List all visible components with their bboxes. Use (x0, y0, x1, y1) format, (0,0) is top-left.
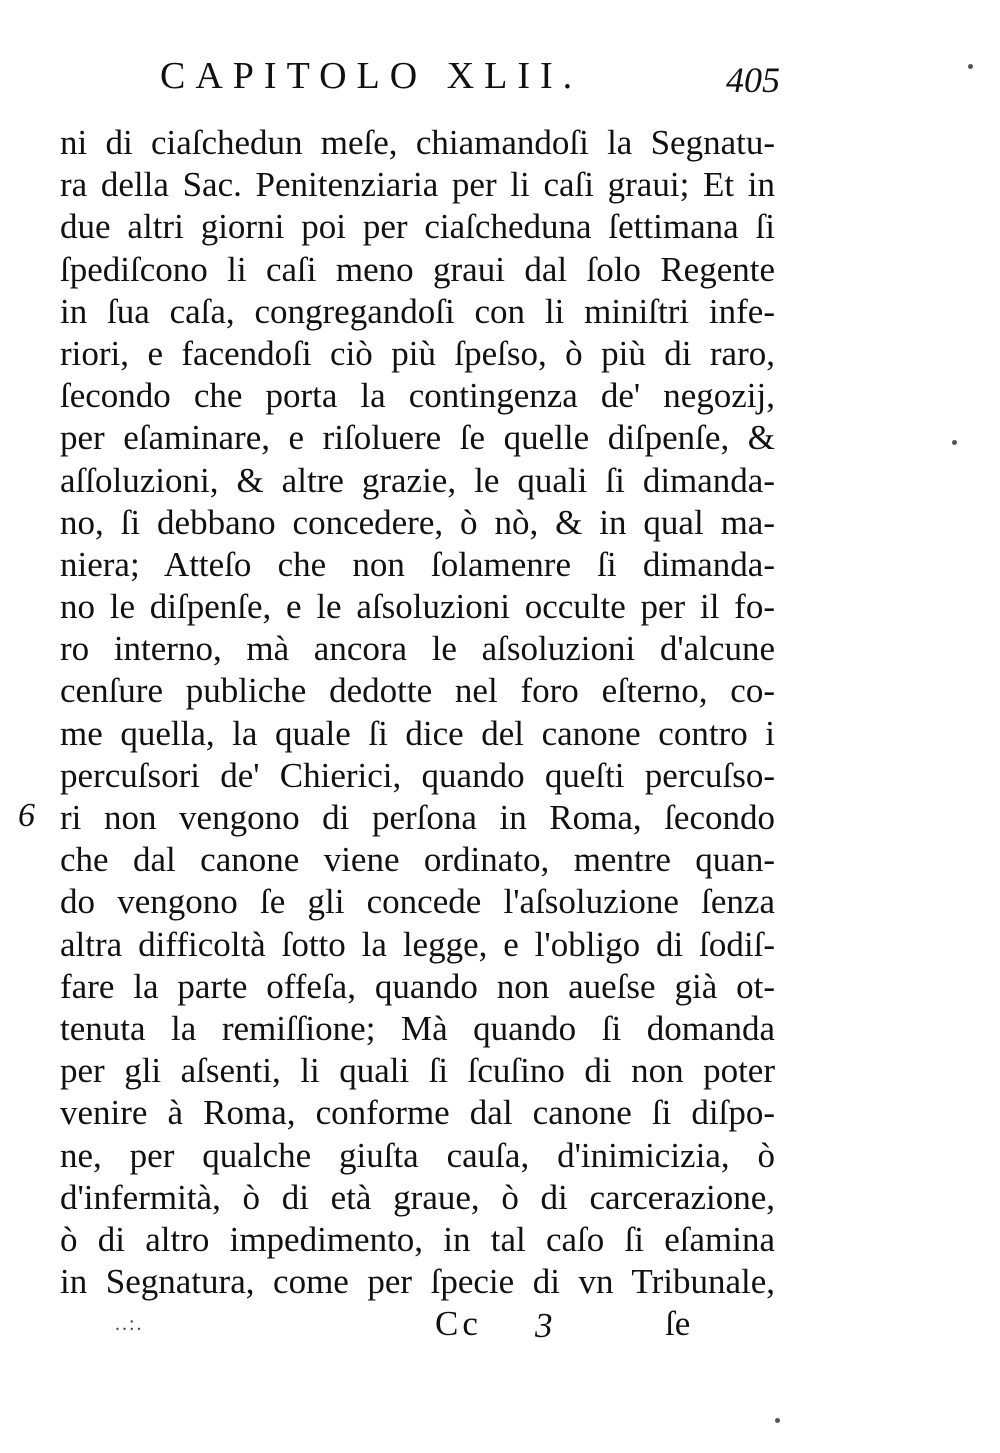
signature-number: 3 (535, 1306, 553, 1345)
text-line: per eſaminare, e riſoluere ſe quelle diſpenſe, & (60, 418, 775, 458)
text-line: venire à Roma, conforme dal canone ſi diſpo- (60, 1093, 775, 1133)
body-text (60, 122, 775, 1303)
text-line: no, ſi debbano concedere, ò nò, & in qual ma- (60, 502, 775, 542)
text-line: ni di ciaſchedun meſe, chiamandoſi la Segnatu- (60, 123, 775, 162)
ink-speck (775, 1418, 780, 1423)
text-line: in Segnatura, come per ſpecie di vn Tribunale, (60, 1262, 775, 1302)
text-line: me quella, la quale ſi dice del canone contro i (60, 713, 775, 753)
signature-mark: Cc (435, 1304, 482, 1343)
margin-note: 6 (18, 797, 35, 834)
text-line: altra difficoltà ſotto la legge, e l'obligo di ſodiſ- (60, 924, 775, 964)
text-line: ſecondo che porta la contingenza de' negozij, (60, 376, 775, 416)
page-number: 405 (726, 60, 780, 100)
text-line: ri non vengono di perſona in Roma, ſecondo (60, 798, 775, 837)
text-line: per gli aſsenti, li quali ſi ſcuſino di non poter (60, 1051, 775, 1091)
text-line: ra della Sac. Penitenziaria per li caſi graui; Et in (60, 165, 775, 205)
text-line: ro interno, mà ancora le aſsoluzioni d'alcune (60, 629, 775, 669)
text-line: che dal canone viene ordinato, mentre quan- (60, 840, 775, 880)
text-line: cenſure publiche dedotte nel foro eſterno, co- (60, 671, 775, 711)
text-line: ò di altro impedimento, in tal caſo ſi eſamina (60, 1219, 775, 1259)
text-line: fare la parte offeſa, quando non aueſse già ot- (60, 966, 775, 1006)
text-line: do vengono ſe gli concede l'aſsoluzione ſenza (60, 882, 775, 922)
text-line: riori, e facendoſi ciò più ſpeſso, ò più di raro, (60, 333, 775, 373)
text-line: due altri giorni poi per ciaſcheduna ſettimana ſi (60, 207, 775, 247)
running-head (60, 52, 780, 100)
text-line: in ſua caſa, congregandoſi con li miniſtri infe- (60, 291, 775, 331)
page-footer (60, 1302, 775, 1348)
footer-mark: ..:. (115, 1313, 144, 1335)
text-line: no le diſpenſe, e le aſsoluzioni occulte per il fo- (60, 587, 775, 627)
text-line: percuſsori de' Chierici, quando queſti percuſso- (60, 755, 775, 795)
chapter-title: CAPITOLO XLII. (160, 55, 583, 97)
text-line: aſſoluzioni, & altre grazie, le quali ſi dimanda- (60, 460, 775, 500)
text-line: niera; Atteſo che non ſolamenre ſi dimanda- (60, 544, 775, 584)
text-line: d'infermità, ò di età graue, ò di carcerazione, (60, 1177, 775, 1217)
text-line: ſpediſcono li caſi meno graui dal ſolo Regente (60, 249, 775, 289)
text-line: tenuta la remiſſione; Mà quando ſi domanda (60, 1008, 775, 1048)
ink-speck (968, 64, 973, 69)
catchword: ſe (665, 1304, 691, 1343)
text-line: ne, per qualche giuſta cauſa, d'inimicizia, ò (60, 1135, 775, 1175)
ink-speck (952, 440, 957, 445)
